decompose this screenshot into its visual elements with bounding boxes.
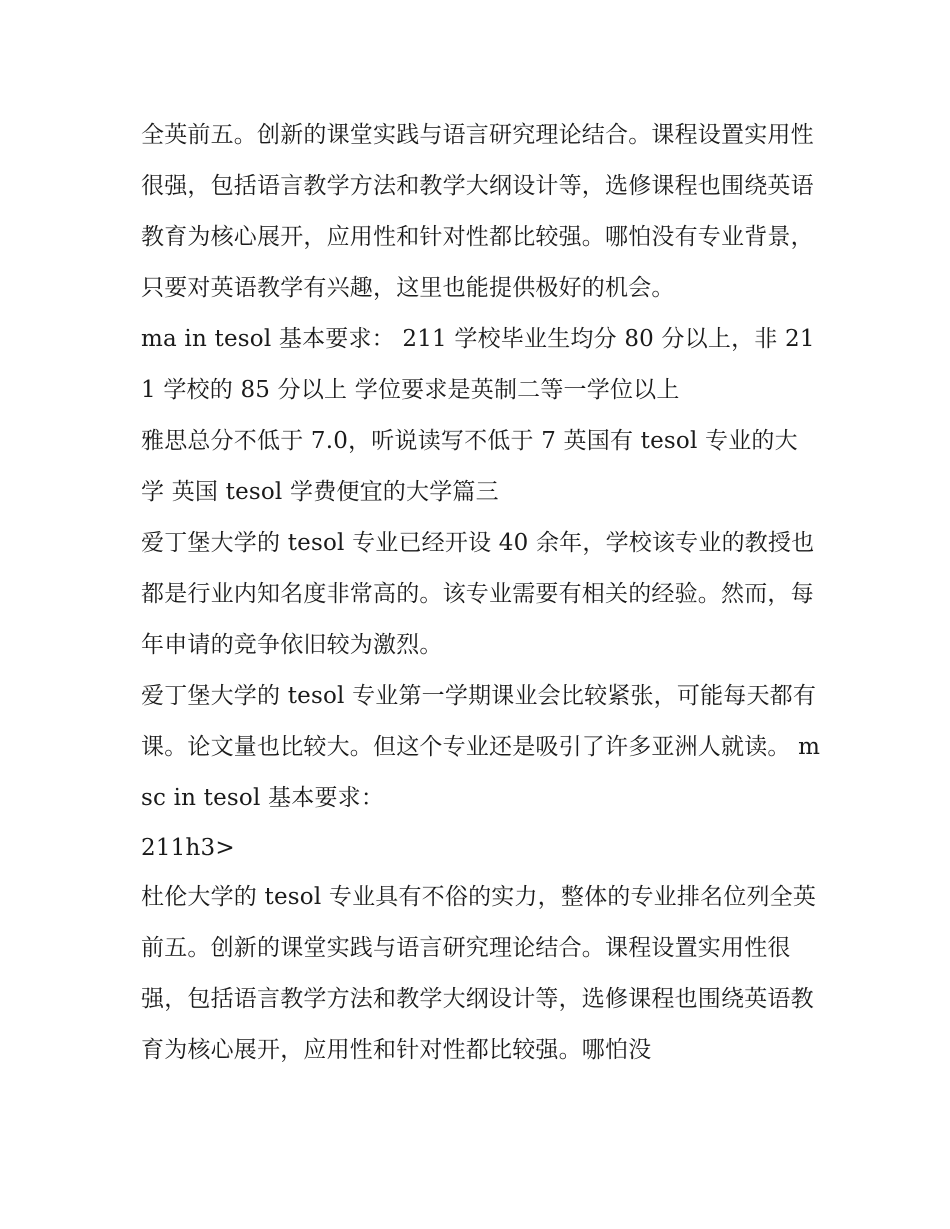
- paragraph-durham-intro: 杜伦大学的 tesol 专业具有不俗的实力，整体的专业排名位列全英前五。创新的课堂实践与语言研究理论结合。课程设置实用性很强，包括语言教学方法和教学大纲设计等，选修课程也围绕英语教育为核心展开，应用性和针对性都比较强。哪怕没: [141, 884, 817, 1063]
- paragraph-edinburgh-coursework: 爱丁堡大学的 tesol 专业第一学期课业会比较紧张，可能每天都有课。论文量也比较大。但这个专业还是吸引了许多亚洲人就读。 msc in tesol 基本要求：: [141, 683, 821, 811]
- paragraph-durham-intro-continued: 全英前五。创新的课堂实践与语言研究理论结合。课程设置实用性很强，包括语言教学方法和教学大纲设计等，选修课程也围绕英语教育为核心展开，应用性和针对性都比较强。哪怕没有专业背景，只要对英语教学有兴趣，这里也能提供极好的机会。: [141, 122, 814, 301]
- stray-heading-fragment: 211h3>: [141, 835, 235, 861]
- paragraph-edinburgh-intro: 爱丁堡大学的 tesol 专业已经开设 40 余年，学校该专业的教授也都是行业内知名度非常高的。该专业需要有相关的经验。然而，每年申请的竞争依旧较为激烈。: [141, 530, 815, 658]
- document-body: [141, 110, 821, 1076]
- paragraph-ma-tesol-requirements: ma in tesol 基本要求： 211 学校毕业生均分 80 分以上，非 211 学校的 85 分以上 学位要求是英制二等一学位以上: [141, 326, 815, 403]
- paragraph-ielts-requirements: 雅思总分不低于 7.0，听说读写不低于 7 英国有 tesol 专业的大学 英国 tesol 学费便宜的大学篇三: [141, 428, 798, 505]
